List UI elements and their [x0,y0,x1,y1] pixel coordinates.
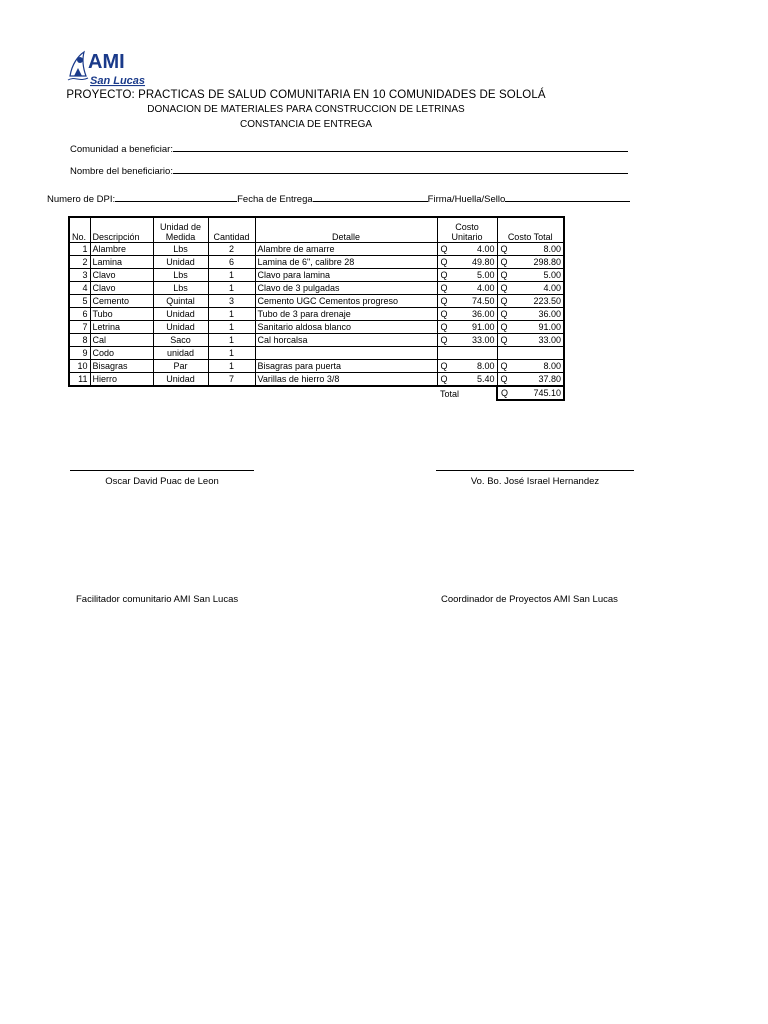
left-signature-line [70,470,254,471]
total-value: 745.10 [511,386,564,400]
row-description: Letrina [90,321,153,334]
signature-blank[interactable] [505,192,630,202]
date-label: Fecha de Entrega [237,194,313,205]
row-quantity: 1 [208,308,255,321]
row-total-currency: Q [497,295,511,308]
header-quantity: Cantidad [208,217,255,243]
row-description: Codo [90,347,153,360]
row-total: 223.50 [511,295,564,308]
svg-text:San Lucas: San Lucas [90,75,146,87]
row-unit-cost-currency: Q [437,243,451,256]
project-subtitle: DONACION DE MATERIALES PARA CONSTRUCCION DE LETRINAS [147,104,465,115]
row-unit: Par [153,360,208,373]
row-description: Clavo [90,269,153,282]
table-row [69,256,564,269]
row-unit: Unidad [153,373,208,387]
row-quantity: 1 [208,321,255,334]
row-unit-cost-currency: Q [437,321,451,334]
right-signature-line [436,470,634,471]
row-description: Cemento [90,295,153,308]
row-unit: Lbs [153,269,208,282]
right-signer-name: Vo. Bo. José Israel Hernandez [470,476,600,487]
row-detail: Cal horcalsa [255,334,437,347]
row-no: 7 [69,321,90,334]
row-total: 5.00 [511,269,564,282]
row-no: 9 [69,347,90,360]
header-no: No. [69,217,90,243]
row-description: Lamina [90,256,153,269]
row-unit-cost: 4.00 [451,282,497,295]
row-unit-cost-currency: Q [437,282,451,295]
row-description: Cal [90,334,153,347]
header-unit-cost: Costo Unitario [437,217,497,243]
header-total-cost: Costo Total [497,217,564,243]
materials-table [68,216,565,401]
svg-text:AMI: AMI [88,51,125,73]
table-row [69,360,564,373]
community-field [70,142,628,155]
row-no: 11 [69,373,90,387]
row-no: 10 [69,360,90,373]
row-unit-cost-currency: Q [437,373,451,387]
row-total: 8.00 [511,360,564,373]
row-no: 1 [69,243,90,256]
row-total: 91.00 [511,321,564,334]
row-total: 4.00 [511,282,564,295]
row-detail: Varillas de hierro 3/8 [255,373,437,387]
row-quantity: 1 [208,282,255,295]
row-unit: Unidad [153,256,208,269]
row-total-currency: Q [497,308,511,321]
table-row [69,334,564,347]
row-unit: Lbs [153,243,208,256]
row-unit-cost: 91.00 [451,321,497,334]
row-unit-cost-currency: Q [437,334,451,347]
row-description: Clavo [90,282,153,295]
row-quantity: 1 [208,269,255,282]
row-detail: Bisagras para puerta [255,360,437,373]
header-unit: Unidad de Medida [153,217,208,243]
table-row [69,269,564,282]
beneficiary-blank[interactable] [173,164,628,174]
row-unit-cost: 5.00 [451,269,497,282]
row-unit-cost-currency [437,347,451,360]
table-row [69,373,564,387]
row-unit-cost-currency: Q [437,295,451,308]
left-signer-role: Facilitador comunitario AMI San Lucas [76,594,239,605]
row-total: 36.00 [511,308,564,321]
dpi-date-signature-field [47,192,630,205]
row-unit: Saco [153,334,208,347]
row-unit-cost: 8.00 [451,360,497,373]
table-total-row [69,386,564,400]
row-detail: Tubo de 3 para drenaje [255,308,437,321]
row-quantity: 7 [208,373,255,387]
row-total-currency: Q [497,269,511,282]
community-label: Comunidad a beneficiar: [70,144,173,155]
row-total-currency: Q [497,282,511,295]
row-unit-cost: 74.50 [451,295,497,308]
row-unit-cost [451,347,497,360]
row-no: 3 [69,269,90,282]
row-unit-cost-currency: Q [437,256,451,269]
row-unit: Quintal [153,295,208,308]
table-row [69,295,564,308]
row-total-currency: Q [497,360,511,373]
total-label: Total [440,388,460,399]
row-detail: Clavo para lamina [255,269,437,282]
ami-san-lucas-logo [66,46,150,90]
document-type: CONSTANCIA DE ENTREGA [239,119,373,130]
right-signer-role: Coordinador de Proyectos AMI San Lucas [441,594,618,605]
row-unit-cost-currency: Q [437,308,451,321]
row-detail [255,347,437,360]
row-unit-cost-currency: Q [437,269,451,282]
row-description: Bisagras [90,360,153,373]
row-total-currency: Q [497,321,511,334]
row-total [511,347,564,360]
header-description: Descripción [90,217,153,243]
row-unit-cost-currency: Q [437,360,451,373]
row-detail: Lamina de 6", calibre 28 [255,256,437,269]
row-total-currency: Q [497,373,511,387]
row-total: 8.00 [511,243,564,256]
row-no: 6 [69,308,90,321]
beneficiary-label: Nombre del beneficiario: [70,166,173,177]
row-unit-cost: 5.40 [451,373,497,387]
row-quantity: 1 [208,334,255,347]
table-body [69,243,564,387]
date-blank[interactable] [313,192,428,202]
row-total-currency: Q [497,334,511,347]
community-blank[interactable] [173,142,628,152]
row-total: 298.80 [511,256,564,269]
dpi-blank[interactable] [115,192,237,202]
row-total: 37.80 [511,373,564,387]
signature-label: Firma/Huella/Sello [427,194,506,205]
row-quantity: 1 [208,360,255,373]
row-total-currency: Q [497,243,511,256]
row-quantity: 1 [208,347,255,360]
dpi-label: Numero de DPI: [47,194,116,205]
row-detail: Cemento UGC Cementos progreso [255,295,437,308]
table-row [69,282,564,295]
row-total-currency [497,347,511,360]
row-no: 8 [69,334,90,347]
row-unit-cost: 33.00 [451,334,497,347]
row-detail: Clavo de 3 pulgadas [255,282,437,295]
row-quantity: 2 [208,243,255,256]
table-row [69,321,564,334]
row-no: 5 [69,295,90,308]
row-unit-cost: 36.00 [451,308,497,321]
table-header-row [69,217,564,243]
table-row [69,347,564,360]
row-detail: Sanitario aldosa blanco [255,321,437,334]
header-detail: Detalle [255,217,437,243]
row-detail: Alambre de amarre [255,243,437,256]
row-no: 4 [69,282,90,295]
row-no: 2 [69,256,90,269]
row-unit: Unidad [153,321,208,334]
project-title: PROYECTO: PRACTICAS DE SALUD COMUNITARIA EN 10 COMUNIDADES DE SOLOLÁ [66,89,546,101]
row-description: Alambre [90,243,153,256]
beneficiary-field [70,164,628,177]
row-unit-cost: 49.80 [451,256,497,269]
total-currency: Q [497,386,511,400]
row-description: Hierro [90,373,153,387]
row-quantity: 6 [208,256,255,269]
row-description: Tubo [90,308,153,321]
left-signer-name: Oscar David Puac de Leon [105,476,219,487]
row-total: 33.00 [511,334,564,347]
row-unit: Lbs [153,282,208,295]
row-unit-cost: 4.00 [451,243,497,256]
table-row [69,308,564,321]
row-total-currency: Q [497,256,511,269]
row-unit: unidad [153,347,208,360]
row-unit: Unidad [153,308,208,321]
row-quantity: 3 [208,295,255,308]
table-row [69,243,564,256]
